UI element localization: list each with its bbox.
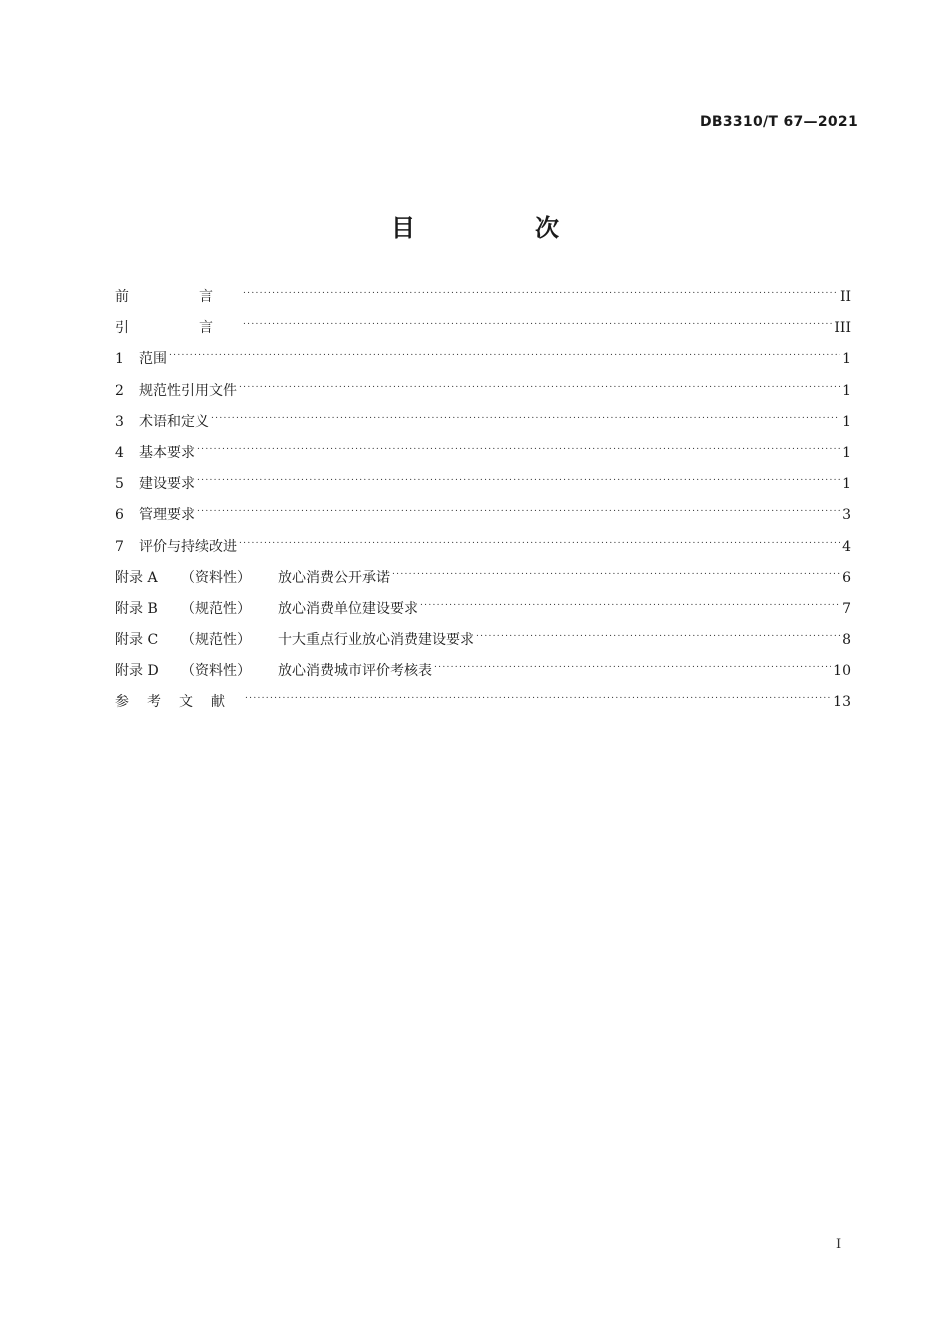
toc-page-number: 4	[842, 538, 851, 555]
toc-entry-title: 规范性引用文件	[139, 382, 237, 399]
toc-entry-title: 前 言	[115, 289, 241, 305]
toc-annex-category: （资料性）	[181, 663, 251, 680]
toc-page-number: 8	[842, 632, 851, 649]
toc-leader-dots	[476, 630, 840, 644]
toc-leader-dots	[245, 692, 831, 706]
toc-entry-section-6[interactable]	[115, 505, 851, 536]
toc-annex-id: 附录 C	[115, 632, 159, 649]
toc-section-number: 2	[115, 382, 124, 399]
toc-entry-section-1[interactable]	[115, 349, 851, 380]
toc-leader-dots	[169, 349, 840, 363]
toc-page-number: 1	[842, 382, 851, 399]
toc-entry-label	[115, 599, 418, 619]
toc-page-number: II	[839, 289, 851, 305]
toc-entry-title: 放心消费单位建设要求	[278, 600, 418, 617]
toc-leader-dots	[197, 443, 840, 457]
toc-entry-label	[115, 381, 237, 401]
toc-entry-label	[115, 412, 209, 432]
toc-section-number: 6	[115, 507, 124, 524]
toc-leader-dots	[197, 474, 840, 488]
toc-leader-dots	[392, 568, 840, 582]
toc-leader-dots	[420, 599, 840, 613]
toc-section-number: 4	[115, 444, 124, 461]
toc-entry-title: 管理要求	[139, 507, 195, 524]
toc-annex-id: 附录 B	[115, 600, 158, 617]
toc-page-number: 7	[842, 600, 851, 617]
table-of-contents	[115, 287, 851, 724]
toc-page-number: 3	[842, 507, 851, 524]
toc-entry-title: 引 言	[115, 320, 241, 337]
toc-entry-foreword[interactable]	[115, 287, 851, 318]
toc-entry-label	[115, 568, 390, 588]
toc-entry-introduction[interactable]	[115, 318, 851, 349]
toc-entry-annex-d[interactable]	[115, 661, 851, 692]
toc-section-number: 5	[115, 476, 124, 493]
footer-page-number: I	[836, 1237, 842, 1252]
toc-page-number: 10	[833, 663, 851, 680]
toc-annex-id: 附录 D	[115, 663, 159, 680]
toc-leader-dots	[434, 661, 831, 675]
toc-entry-section-7[interactable]	[115, 537, 851, 568]
toc-entry-label	[115, 537, 237, 557]
toc-section-number: 1	[115, 351, 124, 368]
toc-entry-title: 十大重点行业放心消费建设要求	[278, 632, 474, 649]
toc-page-number: III	[834, 320, 851, 337]
toc-entry-title: 范围	[139, 351, 167, 368]
toc-entry-annex-b[interactable]	[115, 599, 851, 630]
toc-entry-label	[115, 443, 195, 463]
toc-annex-category: （规范性）	[181, 632, 251, 649]
toc-page-number: 1	[842, 413, 851, 430]
toc-leader-dots	[197, 505, 840, 519]
toc-leader-dots	[243, 287, 838, 301]
toc-entry-title: 评价与持续改进	[139, 538, 237, 555]
toc-annex-category: （规范性）	[181, 600, 251, 617]
toc-entry-bibliography[interactable]	[115, 692, 851, 723]
toc-entry-section-2[interactable]	[115, 381, 851, 412]
toc-annex-id: 附录 A	[115, 569, 158, 586]
toc-annex-category: （资料性）	[181, 569, 251, 586]
toc-page-number: 1	[842, 444, 851, 461]
toc-section-number: 7	[115, 538, 124, 555]
toc-entry-annex-a[interactable]	[115, 568, 851, 599]
toc-entry-label	[115, 661, 432, 681]
toc-entry-label	[115, 505, 195, 525]
toc-entry-title: 术语和定义	[139, 413, 209, 430]
document-code: DB3310/T 67—2021	[699, 114, 858, 130]
toc-leader-dots	[239, 381, 840, 395]
toc-entry-label	[115, 474, 195, 494]
toc-entry-section-3[interactable]	[115, 412, 851, 443]
toc-entry-title: 放心消费城市评价考核表	[278, 663, 432, 680]
toc-entry-title: 参考文献	[115, 694, 243, 711]
toc-section-number: 3	[115, 413, 124, 430]
toc-entry-title: 建设要求	[139, 476, 195, 493]
toc-entry-label	[115, 630, 474, 650]
toc-page-number: 1	[842, 351, 851, 368]
page-title: 目 次	[391, 214, 607, 242]
toc-page-number: 1	[842, 476, 851, 493]
toc-page-number: 6	[842, 569, 851, 586]
toc-entry-section-5[interactable]	[115, 474, 851, 505]
toc-entry-annex-c[interactable]	[115, 630, 851, 661]
toc-leader-dots	[239, 537, 840, 551]
toc-entry-title: 基本要求	[139, 444, 195, 461]
toc-entry-label	[115, 349, 167, 369]
toc-entry-title: 放心消费公开承诺	[278, 569, 390, 586]
toc-leader-dots	[211, 412, 840, 426]
toc-entry-section-4[interactable]	[115, 443, 851, 474]
toc-leader-dots	[243, 318, 832, 332]
toc-page-number: 13	[833, 694, 851, 711]
